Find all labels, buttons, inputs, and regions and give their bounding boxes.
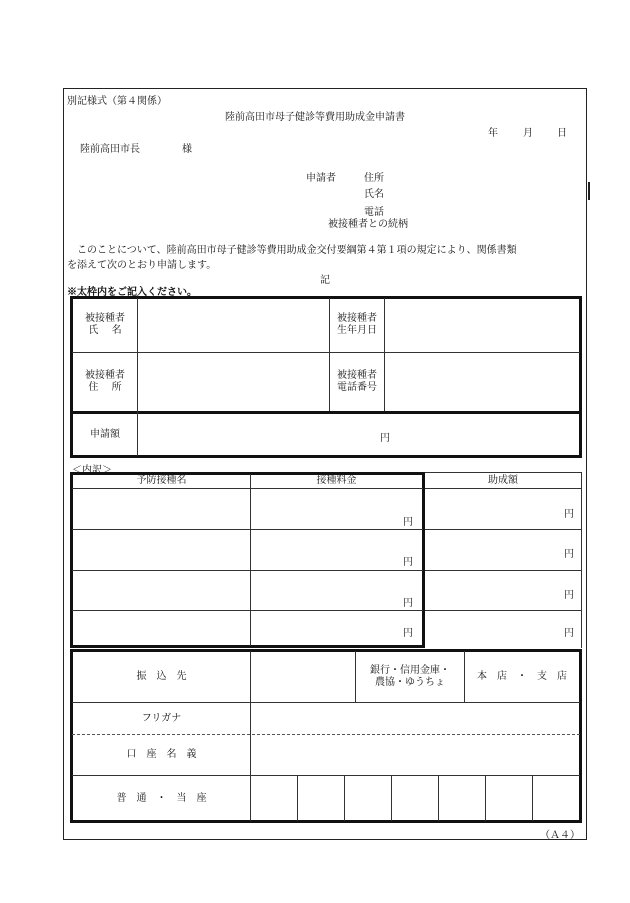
date-month: 月 (523, 128, 533, 139)
applicant-label: 申請者 (306, 173, 336, 184)
bank-types: 銀行・信用金庫・ 農協・ゆうちょ (370, 665, 450, 688)
fee-yen-1: 円 (403, 517, 413, 528)
relation-label: 被接種者との続柄 (328, 219, 408, 230)
page-size-label: （Ａ４） (540, 830, 580, 841)
subsidy-yen-3: 円 (564, 590, 574, 601)
applicant-phone-label: 電話 (364, 207, 384, 218)
subsidy-yen-1: 円 (564, 509, 574, 520)
account-number-field[interactable] (252, 777, 578, 820)
furigana-label: フリガナ (141, 712, 182, 724)
recipient-phone-field[interactable] (387, 355, 577, 409)
date-year: 年 (488, 128, 498, 139)
fee-field-3[interactable] (251, 572, 421, 609)
recipient-birth-field[interactable] (387, 300, 577, 350)
body-line-2: を添えて次のとおり申請します。 (67, 260, 217, 271)
recipient-name-field[interactable] (140, 300, 326, 350)
fee-field-1[interactable] (251, 490, 421, 528)
vaccine-name-field-2[interactable] (73, 531, 249, 569)
vaccine-name-field-1[interactable] (73, 490, 249, 528)
header-vaccine: 予防接種名 (136, 475, 187, 486)
breakdown-label: ＜内訳＞ (72, 465, 112, 476)
date-day: 日 (557, 128, 567, 139)
vaccine-name-field-3[interactable] (73, 572, 249, 609)
form-title: 陸前高田市母子健診等費用助成金申請書 (225, 112, 405, 123)
recipient-address-label: 被接種者 住 所 (85, 369, 125, 393)
ki-mark: 記 (320, 275, 330, 286)
applicant-name-label: 氏名 (364, 189, 384, 200)
amount-unit: 円 (380, 433, 390, 444)
edge-mark (588, 182, 590, 200)
recipient-birth-label: 被接種者 生年月日 (337, 313, 377, 336)
style-label: 別記様式（第４関係） (67, 96, 167, 107)
fee-yen-4: 円 (403, 628, 413, 639)
account-holder-field[interactable] (252, 736, 578, 774)
vaccine-name-field-4[interactable] (73, 612, 249, 645)
account-holder-label: 口 座 名 義 (126, 749, 197, 760)
furigana-field[interactable] (252, 704, 578, 733)
branch-types[interactable]: 本 店 ・ 支 店 (477, 671, 567, 682)
addressee-suffix: 様 (182, 144, 192, 155)
applicant-address-label: 住所 (364, 173, 384, 184)
subsidy-yen-2: 円 (564, 549, 574, 560)
body-line-1: このことについて、陸前高田市母子健診等費用助成金交付要綱第４第１項の規定により、関係書類 (77, 245, 517, 256)
subsidy-yen-4: 円 (564, 628, 574, 639)
account-type[interactable]: 普 通 ・ 当 座 (116, 792, 207, 804)
recipient-name-label: 被接種者 氏 名 (85, 313, 125, 336)
header-fee: 接種料金 (316, 475, 357, 486)
recipient-address-field[interactable] (140, 355, 326, 409)
recipient-phone-label: 被接種者 電話番号 (337, 369, 377, 393)
fee-yen-3: 円 (403, 598, 413, 609)
transfer-label: 振 込 先 (136, 671, 187, 682)
amount-label: 申請額 (90, 429, 120, 440)
notice-text: ※太枠内をご記入ください。 (67, 287, 197, 298)
fee-field-4[interactable] (251, 612, 421, 645)
bank-name-field[interactable] (252, 653, 354, 701)
amount-field[interactable] (140, 415, 577, 455)
fee-yen-2: 円 (403, 557, 413, 568)
header-subsidy: 助成額 (488, 475, 518, 486)
addressee: 陸前高田市長 (80, 144, 140, 155)
fee-field-2[interactable] (251, 531, 421, 569)
